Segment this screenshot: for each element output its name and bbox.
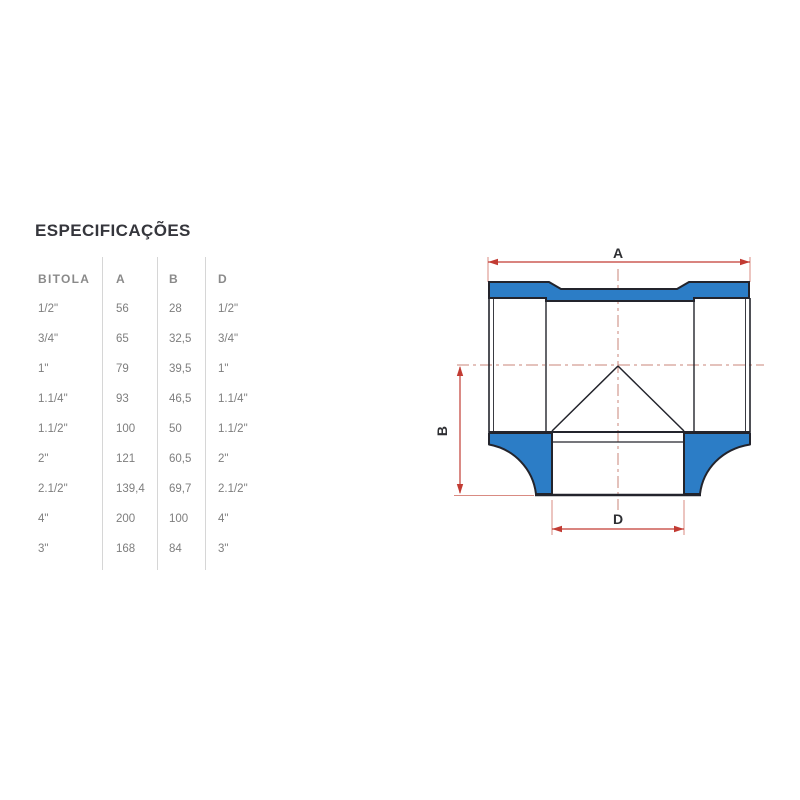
table-cell: 1.1/4" [38,393,68,405]
table-cell: 121 [116,453,136,465]
table-cell: 200 [116,513,136,525]
dim-a-arrow-left [488,259,498,265]
table-cell: 139,4 [116,483,145,495]
table-cell: 50 [169,423,182,435]
dim-b-arrow-top [457,366,463,376]
table-cell: 2" [218,453,229,465]
table-cell: 39,5 [169,363,192,375]
right-shoulder [684,433,750,494]
dim-a-arrow-right [740,259,750,265]
dim-d-arrow-left [552,526,562,532]
table-header-cell: B [169,272,179,286]
dim-b-arrow-bottom [457,484,463,494]
table-cell: 93 [116,393,129,405]
table-cell: 2.1/2" [218,483,248,495]
table-cell: 1/2" [218,303,239,315]
table-cell: 4" [38,513,49,525]
dim-d-arrow-right [674,526,684,532]
table-cell: 79 [116,363,129,375]
table-cell: 3" [218,543,229,555]
funnel-right-line [618,366,684,431]
page-title: ESPECIFICAÇÕES [35,221,191,240]
table-cell: 69,7 [169,483,192,495]
table-cell: 84 [169,543,182,555]
table-cell: 1" [218,363,229,375]
dim-d-label: D [612,511,624,527]
spec-table [35,264,250,564]
table-cell: 1.1/4" [218,393,248,405]
table-cell: 32,5 [169,333,192,345]
table-cell: 3" [38,543,49,555]
table-cell: 100 [116,423,136,435]
table-cell: 1.1/2" [38,423,68,435]
table-cell: 1/2" [38,303,59,315]
table-header-cell: BITOLA [38,272,91,286]
table-cell: 60,5 [169,453,192,465]
table-cell: 46,5 [169,393,192,405]
table-header-cell: A [116,272,126,286]
table-cell: 168 [116,543,136,555]
table-cell: 100 [169,513,189,525]
table-cell: 28 [169,303,182,315]
table-cell: 2" [38,453,49,465]
table-cell: 65 [116,333,129,345]
tee-fitting-diagram [430,232,800,552]
table-cell: 1.1/2" [218,423,248,435]
table-cell: 2.1/2" [38,483,68,495]
table-cell: 3/4" [38,333,59,345]
tee-top-band [489,282,749,301]
table-header-cell: D [218,272,228,286]
left-shoulder [489,433,552,494]
dim-b-label: B [434,425,450,437]
funnel-left-line [552,366,618,431]
table-cell: 3/4" [218,333,239,345]
table-cell: 1" [38,363,49,375]
dim-a-label: A [612,245,624,261]
table-cell: 56 [116,303,129,315]
table-cell: 4" [218,513,229,525]
